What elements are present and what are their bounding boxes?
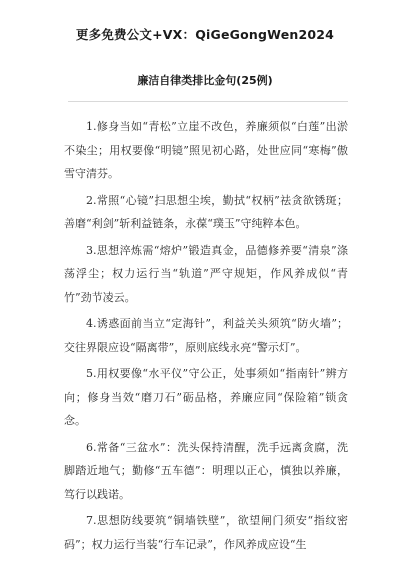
- paragraph: 4.诱惑面前当立“定海针”，利益关头须筑“防火墙”；交往界限应设“隔离带”，原则底线永亮“警示灯”。: [64, 317, 348, 354]
- title-divider: [68, 101, 348, 102]
- paragraph: 7.思想防线要筑“铜墙铁壁”，欲望闸门须安“指纹密码”；权力运行当装“行车记录”，作风养成应设“生: [64, 514, 348, 551]
- paragraph: 1.修身当如“青松”立崖不改色，养廉须似“白莲”出淤不染尘；用权要像“明镜”照见初心路，处世应同“寒梅”傲雪守清芬。: [64, 120, 348, 180]
- paragraph: 2.常照“心镜”扫思想尘埃，勤拭“权柄”祛贪欲锈斑；善磨“利剑”斩利益链条，永葆“璞玉”守纯粹本色。: [64, 193, 348, 230]
- paragraph: 5.用权要像“水平仪”守公正，处事须如“指南针”辨方向；修身当效“磨刀石”砺品格，养廉应同“保险箱”锁贪念。: [64, 367, 348, 427]
- document-body: [64, 115, 348, 559]
- document-title: 廉洁自律类排比金句(25例): [137, 74, 273, 87]
- promo-banner: 更多免费公文+VX：QiGeGongWen2024: [75, 27, 335, 42]
- paragraph: 3.思想淬炼需“熔炉”锻造真金，品德修养要“清泉”涤荡浮尘；权力运行当“轨道”严守规矩，作风养成似“青竹”劲节凌云。: [64, 243, 348, 304]
- paragraph: 6.常备“三盆水”：洗头保持清醒，洗手远离贪腐，洗脚踏近地气；勤修“五车德”：明理以正心，慎独以养廉，笃行以践诺。: [64, 440, 348, 501]
